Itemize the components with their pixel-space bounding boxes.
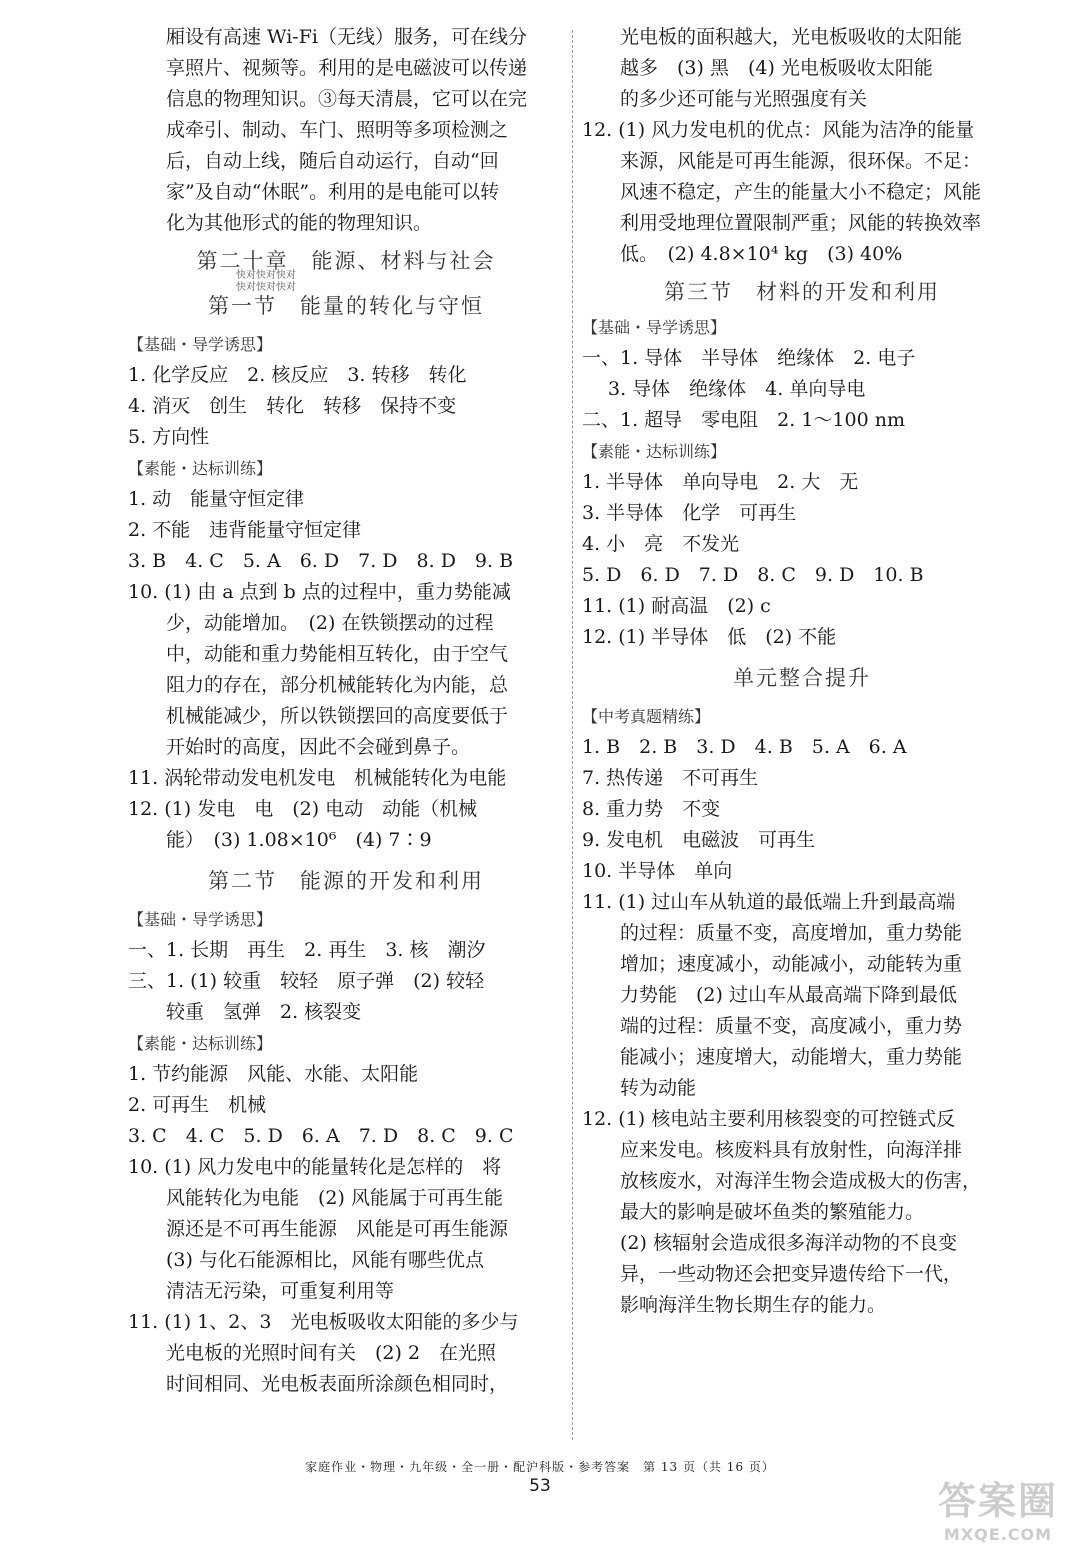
answer-line: 成牵引、制动、车门、照明等多项检测之 — [166, 119, 509, 141]
answer-line: 能） (3) 1.08×10⁶ (4) 7∶9 — [166, 829, 432, 851]
answer-line: 9. 发电机 电磁波 可再生 — [582, 829, 816, 851]
column-divider — [572, 30, 573, 1440]
answer-line: 10. (1) 由 a 点到 b 点的过程中，重力势能减 — [128, 581, 511, 603]
answer-line: 阻力的存在，部分机械能转化为内能，总 — [166, 674, 509, 696]
stamp-text — [236, 270, 296, 294]
answer-line: 10. (1) 风力发电中的能量转化是怎样的 将 — [128, 1156, 502, 1178]
stamp-line: 快对快对快对 — [236, 282, 296, 293]
answer-line: 3. 导体 绝缘体 4. 单向导电 — [608, 378, 866, 400]
answer-line: 风能转化为电能 (2) 风能属于可再生能 — [166, 1187, 503, 1209]
answer-line: 光电板的面积越大，光电板吸收的太阳能 — [620, 26, 963, 48]
category-label: 【素能・达标训练】 — [128, 459, 273, 478]
answer-line: 越多 (3) 黑 (4) 光电板吸收太阳能 — [620, 57, 933, 79]
answer-line: 机械能减少，所以铁锁摆回的高度要低于 — [166, 705, 509, 727]
answer-line: 12. (1) 发电 电 (2) 电动 动能（机械 — [128, 798, 478, 820]
answer-line: 2. 可再生 机械 — [128, 1094, 267, 1116]
answer-line: 应来发电。核废料具有放射性，向海洋排 — [620, 1139, 963, 1161]
answer-line: 后，自动上线，随后自动运行，自动“回 — [166, 150, 499, 172]
page-number: 53 — [529, 1476, 551, 1496]
answer-line: 一、1. 长期 再生 2. 再生 3. 核 潮汐 — [128, 939, 486, 961]
answer-line: 增加；速度减小，动能减小，动能转为重 — [620, 953, 963, 975]
right-column — [582, 22, 1022, 1321]
section-heading: 第二十章 能源、材料与社会 — [196, 249, 496, 273]
answer-line: 放核废水，对海洋生物会造成极大的伤害， — [620, 1170, 982, 1192]
answer-line: 化为其他形式的能的物理知识。 — [166, 212, 433, 234]
section-heading: 单元整合提升 — [733, 666, 871, 690]
answer-line: 一、1. 导体 半导体 绝缘体 2. 电子 — [582, 347, 916, 369]
category-label: 【基础・导学诱思】 — [128, 910, 273, 929]
answer-line: 11. (1) 过山车从轨道的最低端上升到最高端 — [582, 891, 956, 913]
answer-line: 清洁无污染，可重复利用等 — [166, 1280, 395, 1302]
answer-line: 风速不稳定，产生的能量大小不稳定；风能 — [620, 181, 982, 203]
answer-line: 中，动能和重力势能相互转化，由于空气 — [166, 643, 509, 665]
answer-line: 10. 半导体 单向 — [582, 860, 733, 882]
stamp-line: 快对快对快对 — [236, 270, 296, 281]
answer-line: 利用受地理位置限制严重；风能的转换效率 — [620, 212, 982, 234]
answer-line: (2) 核辐射会造成很多海洋动物的不良变 — [620, 1232, 957, 1254]
answer-line: 三、1. (1) 较重 较轻 原子弹 (2) 较轻 — [128, 970, 485, 992]
answer-line: 影响海洋生物长期生存的能力。 — [620, 1294, 887, 1316]
answer-line: (3) 与化石能源相比，风能有哪些优点 — [166, 1249, 484, 1271]
answer-line: 8. 重力势 不变 — [582, 798, 721, 820]
answer-line: 1. 半导体 单向导电 2. 大 无 — [582, 471, 859, 493]
answer-line: 时间相同、光电板表面所涂颜色相同时， — [166, 1373, 509, 1395]
answer-line: 4. 消灭 创生 转化 转移 保持不变 — [128, 395, 457, 417]
answer-line: 11. (1) 1、2、3 光电板吸收太阳能的多少与 — [128, 1311, 519, 1333]
answer-line: 力势能 (2) 过山车从最高端下降到最低 — [620, 984, 957, 1006]
answer-line: 12. (1) 半导体 低 (2) 不能 — [582, 626, 837, 648]
answer-line: 最大的影响是破坏鱼类的繁殖能力。 — [620, 1201, 925, 1223]
answer-line: 光电板的光照时间有关 (2) 2 在光照 — [166, 1342, 497, 1364]
answer-line: 1. 动 能量守恒定律 — [128, 488, 305, 510]
answer-line: 5. 方向性 — [128, 426, 210, 448]
answer-line: 少，动能增加。 (2) 在铁锁摆动的过程 — [166, 612, 494, 634]
category-label: 【素能・达标训练】 — [128, 1034, 273, 1053]
watermark-title: 答案圈 — [937, 1479, 1058, 1523]
answer-line: 3. 半导体 化学 可再生 — [582, 502, 797, 524]
answer-line: 享照片、视频等。利用的是电磁波可以传递 — [166, 57, 528, 79]
answer-line: 3. C 4. C 5. D 6. A 7. D 8. C 9. C — [128, 1125, 514, 1147]
watermark-url: MXQE.COM — [943, 1525, 1053, 1544]
answer-line: 端的过程：质量不变，高度减小，重力势 — [620, 1015, 963, 1037]
answer-line: 1. 节约能源 风能、水能、太阳能 — [128, 1063, 419, 1085]
answer-line: 5. D 6. D 7. D 8. C 9. D 10. B — [582, 564, 924, 586]
answer-line: 开始时的高度，因此不会碰到鼻子。 — [166, 736, 471, 758]
category-label: 【素能・达标训练】 — [582, 442, 727, 461]
answer-line: 低。 (2) 4.8×10⁴ kg (3) 40% — [620, 243, 903, 265]
category-label: 【基础・导学诱思】 — [128, 335, 273, 354]
answer-line: 1. 化学反应 2. 核反应 3. 转移 转化 — [128, 364, 467, 386]
category-label: 【基础・导学诱思】 — [582, 318, 727, 337]
answer-line: 二、1. 超导 零电阻 2. 1～100 nm — [582, 409, 905, 431]
answer-line: 较重 氢弹 2. 核裂变 — [166, 1001, 362, 1023]
category-label: 【中考真题精练】 — [582, 707, 711, 726]
answer-line: 家”及自动“休眠”。利用的是电能可以转 — [166, 181, 500, 203]
answer-line: 的多少还可能与光照强度有关 — [620, 88, 868, 110]
section-heading: 第二节 能源的开发和利用 — [208, 869, 484, 893]
answer-line: 来源，风能是可再生能源，很环保。不足： — [620, 150, 982, 172]
answer-line: 1. B 2. B 3. D 4. B 5. A 6. A — [582, 736, 907, 758]
answer-line: 4. 小 亮 不发光 — [582, 533, 740, 555]
answer-line: 7. 热传递 不可再生 — [582, 767, 759, 789]
answer-line: 12. (1) 风力发电机的优点：风能为洁净的能量 — [582, 119, 975, 141]
answer-line: 源还是不可再生能源 风能是可再生能源 — [166, 1218, 509, 1240]
watermark-logo — [938, 1470, 1058, 1544]
answer-line: 12. (1) 核电站主要利用核裂变的可控链式反 — [582, 1108, 956, 1130]
page-footer: 家庭作业・物理・九年级・全一册・配沪科版・参考答案 第 13 页（共 16 页） — [305, 1460, 775, 1474]
answer-line: 2. 不能 违背能量守恒定律 — [128, 519, 362, 541]
answer-line: 能减小；速度增大，动能增大，重力势能 — [620, 1046, 963, 1068]
left-column — [128, 22, 564, 1400]
answer-line: 厢设有高速 Wi-Fi（无线）服务，可在线分 — [166, 26, 527, 48]
answer-line: 信息的物理知识。③每天清晨，它可以在完 — [166, 88, 528, 110]
answer-line: 3. B 4. C 5. A 6. D 7. D 8. D 9. B — [128, 550, 514, 572]
answer-line: 转为动能 — [620, 1077, 697, 1099]
section-heading: 第一节 能量的转化与守恒 — [208, 294, 484, 318]
answer-line: 11. 涡轮带动发电机发电 机械能转化为电能 — [128, 767, 507, 789]
answer-line: 异，一些动物还会把变异遗传给下一代， — [620, 1263, 963, 1285]
answer-line: 的过程：质量不变，高度增加，重力势能 — [620, 922, 963, 944]
answer-line: 11. (1) 耐高温 (2) c — [582, 595, 771, 617]
section-heading: 第三节 材料的开发和利用 — [664, 280, 940, 304]
